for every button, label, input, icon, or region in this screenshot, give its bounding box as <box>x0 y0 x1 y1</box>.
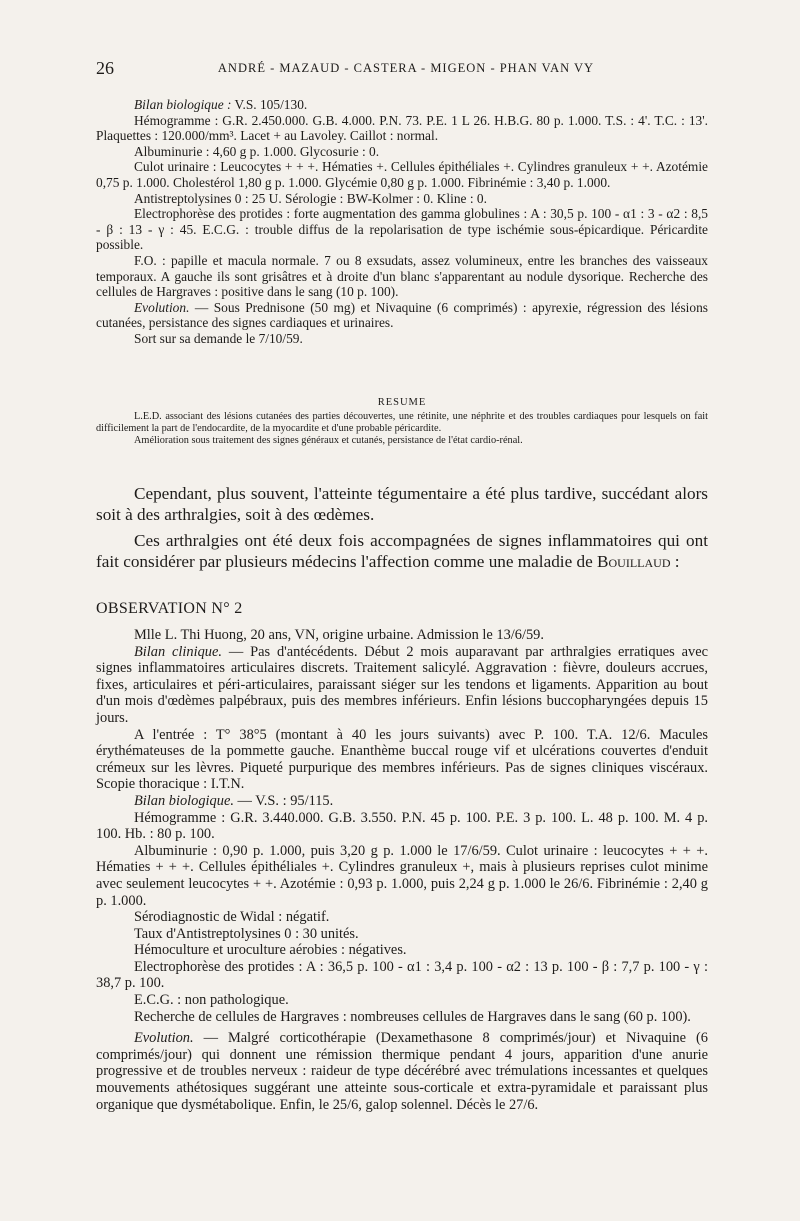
obs1-sortie: Sort sur sa demande le 7/10/59. <box>134 330 303 346</box>
body-text <box>96 483 708 572</box>
running-head: ANDRÉ - MAZAUD - CASTERA - MIGEON - PHAN VAN VY <box>217 61 595 75</box>
obs2-albuminurie: Albuminurie : 0,90 p. 1.000, puis 3,20 g p. 1.000 le 17/6/59. Culot urinaire : leucocytes + + +. Hématies + + +. Cellules épithéliales +. Cylindres granuleux +, mais à plusieurs reprises culot minime avec seulement leucocytes + +. Azotémie : 0,93 p. 1.000, puis 2,24 g p. 1.000 le 26/6. Fibrinémie : 2,40 g p. 1.000. <box>96 842 708 909</box>
page-number: 26 <box>96 58 114 78</box>
observation-2 <box>96 627 708 1113</box>
obs2-hemoculture: Hémoculture et uroculture aérobies : négatives. <box>134 942 407 959</box>
resume-title: RESUME <box>377 397 427 408</box>
obs2-hemogramme: Hémogramme : G.R. 3.440.000. G.B. 3.550. P.N. 45 p. 100. P.E. 3 p. 100. L. 48 p. 100. M. 4 p. 100. Hb. : 80 p. 100. <box>96 809 708 843</box>
obs2-antistrepto: Taux d'Antistreptolysines 0 : 30 unités. <box>134 925 359 942</box>
obs1-bilan-label: Bilan biologique : <box>134 97 232 112</box>
obs2-clinique-label: Bilan clinique. <box>134 643 222 660</box>
obs1-electrophorese: Electrophorèse des protides : forte augmentation des gamma globulines : A : 30,5 p. 100 - α1 : 3 - α2 : 8,5 - β : 13 - γ : 45. E.C.G. : trouble diffus de la repolarisation de type ischémie sous-épicardique. Péricardite possible. <box>96 206 708 253</box>
author-name-bouillaud: Bouillaud <box>597 552 671 571</box>
resume-paragraph-2: Amélioration sous traitement des signes généraux et cutanés, persistance de l'état cardio-rénal. <box>134 434 523 446</box>
resume-paragraph-1: L.E.D. associant des lésions cutanées des parties découvertes, une rétinite, une néphrite et des troubles cardiaques pour lesquels on fait difficilement la part de l'endocardite, de la myocardite et d'une probable péricardite. <box>96 411 708 434</box>
obs2-bilan <box>96 793 708 810</box>
resume <box>96 411 708 446</box>
obs2-clinique <box>96 644 708 727</box>
obs2-bilan-text: — V.S. : 95/115. <box>233 792 334 809</box>
obs1-albuminurie: Albuminurie : 4,60 g p. 1.000. Glycosurie : 0. <box>134 143 380 159</box>
obs2-evolution <box>96 1030 708 1113</box>
obs2-evolution-text: — Malgré corticothérapie (Dexamethasone 8 comprimés/jour) et Nivaquine (6 comprimés/jour) qui donnent une rémission thermique pendant 4 jours, apparition d'une anurie progressive et de troubles nerveux : raideur de type décérébré avec trémulations incessantes et quelques mouvements athétosiques suggérant une atteinte sous-corticale et extra-pyramidale et paraissant plus organique que dysmétabolique. Enfin, le 25/6, galop solennel. Décès le 27/6. <box>96 1030 708 1113</box>
obs2-clinique-text: — Pas d'antécédents. Début 2 mois auparavant par arthralgies erratiques avec signes inflammatoires articulaires discrets. Traitement salicylé. Aggravation : fièvre, douleurs accrues, fixes, articulaires et péri-articulaires, paraissant siéger sur les tendons et ligaments. Apparition au bout d'un mois d'œdèmes palpébraux, puis des membres inférieurs. Enfin lésions buccopharyngées depuis 15 jours. <box>96 643 708 726</box>
obs2-electrophorese: Electrophorèse des protides : A : 36,5 p. 100 - α1 : 3,4 p. 100 - α2 : 13 p. 100 - β : 7,7 p. 100 - γ : 38,7 p. 100. <box>96 958 708 992</box>
body-paragraph-2-text: Ces arthralgies ont été deux fois accompagnées de signes inflammatoires qui ont fait considérer par plusieurs médecins l'affection comme une maladie de <box>96 531 708 571</box>
obs2-ecg: E.C.G. : non pathologique. <box>134 992 289 1009</box>
obs1-fond-oeil: F.O. : papille et macula normale. 7 ou 8 exsudats, assez volumineux, entre les branches des vaisseaux temporaux. A gauche ils sont grisâtres et à droite d'un blanc s'apparentant au nodule dysorique. Recherche des cellules de Hargraves : positive dans le sang (10 p. 100). <box>96 252 708 300</box>
observation-2-title: OBSERVATION N° 2 <box>96 600 243 617</box>
obs1-bilan <box>96 97 708 113</box>
body-paragraph-2 <box>96 530 708 572</box>
body-paragraph-1: Cependant, plus souvent, l'atteinte tégumentaire a été plus tardive, succédant alors soit à des arthralgies, soit à des œdèmes. <box>96 484 708 524</box>
page-header <box>96 58 716 82</box>
obs1-culot: Culot urinaire : Leucocytes + + +. Hématies +. Cellules épithéliales +. Cylindres granuleux + +. Azotémie 0,75 p. 1.000. Cholestérol 1,80 g p. 1.000. Glycémie 0,80 g p. 1.000. Fibrinémie : 3,40 p. 1.000. <box>96 159 708 190</box>
obs2-evolution-label: Evolution. <box>134 1030 194 1047</box>
obs2-entree: A l'entrée : T° 38°5 (montant à 40 les jours suivants) avec P. 100. T.A. 12/6. Macules érythémateuses de la pommette gauche. Enanthème buccal rouge vif et ulcérations couvertes d'enduit crémeux sur les lèvres. Piqueté purpurique des membres inférieurs. Pas de signes cliniques viscéraux. Scopie thoracique : I.T.N. <box>96 726 708 793</box>
obs1-hemogramme: Hémogramme : G.R. 2.450.000. G.B. 4.000. P.N. 73. P.E. 1 L 26. H.B.G. 80 p. 1.000. T.S. : 4'. T.C. : 13'. Plaquettes : 120.000/mm³. Lacet + au Lavoley. Caillot : normal. <box>96 112 708 144</box>
obs2-bilan-label: Bilan biologique. <box>134 792 234 809</box>
obs1-evolution-label: Evolution. <box>134 299 190 315</box>
obs1-bilan-text: V.S. 105/130. <box>231 97 308 112</box>
observation-1-continuation <box>96 97 708 347</box>
obs2-widal: Sérodiagnostic de Widal : négatif. <box>134 909 330 926</box>
obs1-evolution-text: — Sous Prednisone (50 mg) et Nivaquine (6 comprimés) : apyrexie, régression des lésions cutanées, persistance des signes cardiaques et urinaires. <box>96 299 708 331</box>
obs1-evolution <box>96 300 708 331</box>
obs1-antistrepto: Antistreptolysines 0 : 25 U. Sérologie : BW-Kolmer : 0. Kline : 0. <box>134 190 487 206</box>
body-paragraph-2-end: : <box>670 552 680 571</box>
obs2-hargraves: Recherche de cellules de Hargraves : nombreuses cellules de Hargraves dans le sang (60 p. 100). <box>134 1008 691 1025</box>
obs2-patient: Mlle L. Thi Huong, 20 ans, VN, origine urbaine. Admission le 13/6/59. <box>134 627 544 643</box>
